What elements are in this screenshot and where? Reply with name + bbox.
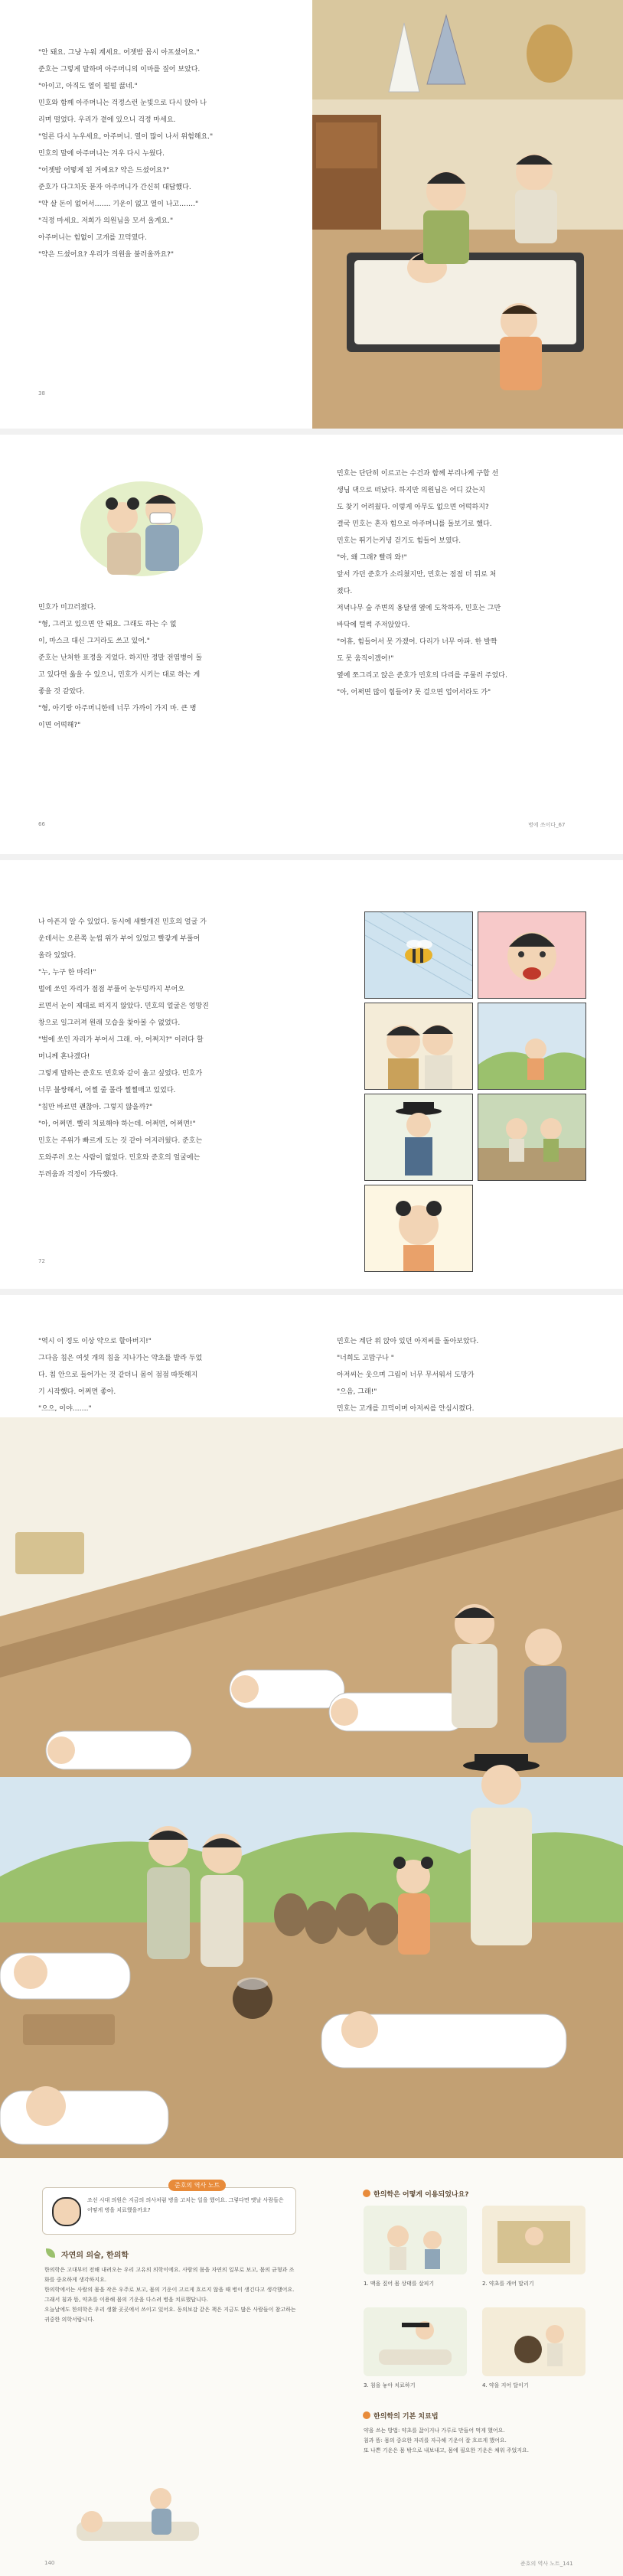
- mask-illustration: [77, 471, 207, 579]
- info-spread: [0, 2158, 623, 2576]
- page-67-text: 민호는 단단히 이르고는 수건과 함께 부리나케 구합 선 생님 댁으로 떠났다. 하지만 의원님은 어디 갔는지 도 찾기 어려웠다. 이렇게 아무도 없으면 어떡하지? 결국 민호는 혼자 힘으로 아주머니를 돌보기로 했다. 민호는 뛰기는커녕 걷기도 힘들어 보였다. "아, 왜 그래? 빨리 와!" 앞서 가던 준호가 소리쳤지만, 민호는 점점 더 뒤로 처 졌다. 저녁나무 숲 주변의 옹달샘 옆에 도착하자, 민호는 그만 바닥에 털썩 주저앉았다. "어휴, 힘들어서 못 가겠어. 다리가 너무 아파. 한 발짝 도 못 움직이겠어!" 옆에 쪼그리고 앉은 준호가 민호의 다리를 주물러 주었다. "아, 어쩌면 많이 힘들어? 못 걸으면 업어서라도 가": [337, 470, 507, 696]
- right-title: 한의학은 어떻게 이용되었나요?: [373, 2191, 469, 2199]
- page-38-text: "안 돼요. 그냥 누워 계세요. 어젯밤 몹시 아프셨어요." 준호는 그렇게 말하며 아주머니의 이마를 짚어 보았다. "아이고, 아직도 열이 펄펄 끓네." 민호와 함께 아주머니는 걱정스런 눈빛으로 다시 앉아 나 리며 떨었다. 우리가 곁에 있으니 걱정 마세요. "얼른 다시 누우세요, 아주머니. 열이 많이 나서 위험해요." 민호의 말에 아주머니는 겨우 다시 누웠다. "어젯밤 어떻게 된 거예요? 약은 드셨어요?" 준호가 다그치듯 묻자 아주머니가 간신히 대답했다. "약 살 돈이 없어서……. 기운이 없고 열이 나고……." "걱정 마세요. 저희가 의원님을 모셔 올게요." 아주머니는 힘없이 고개를 끄덕였다. "약은 드셨어요? 우리가 의원을 불러올까요?": [38, 49, 214, 259]
- info-body-text: 한의학은 고대부터 전해 내려오는 우리 고유의 의학이에요. 사람의 몸을 자연의 일부로 보고, 몸의 균형과 조화를 중요하게 생각하지요. 한의학에서는 사람의 몸을 작은 우주로 보고, 몸의 기운이 고르게 흐르지 않을 때 병이 생긴다고 생각했어요. 그래서 침과 뜸, 약초를 이용해 몸의 기운을 다스려 병을 치료했답니다. 오늘날에도 한의학은 우리 생활 곳곳에서 쓰이고 있어요. 동의보감 같은 책은 지금도 많은 사람들이 참고하는 귀중한 의학서랍니다.: [44, 2267, 296, 2323]
- avatar: [52, 2197, 81, 2226]
- spread-4: [0, 1295, 623, 2158]
- caption-2: 2. 약초를 캐어 말리기: [482, 2281, 534, 2287]
- comic-panel-crying-boy: [478, 911, 586, 999]
- caption-3: 3. 침을 놓아 치료하기: [364, 2382, 416, 2389]
- page-number-141: 준호의 역사 노트_141: [520, 2561, 573, 2567]
- comic-panel-scenery: [478, 1003, 586, 1090]
- section-title: 자연의 의술, 한의학: [61, 2252, 129, 2260]
- caption-1: 1. 맥을 짚어 몸 상태를 살피기: [364, 2281, 435, 2287]
- bullet-icon: [363, 2411, 370, 2419]
- clinic-courtyard-illustration: [0, 1417, 623, 2158]
- page-number-38: 38: [38, 390, 45, 396]
- page-number-66: 66: [38, 821, 45, 827]
- bullet-icon: [363, 2190, 370, 2197]
- process-illustration-4: [482, 2307, 585, 2376]
- spread-2: [0, 435, 623, 854]
- page-text-right: 민호는 계단 위 앉아 있던 아저씨를 돌아보았다. "너희도 고맙구나 " 아저씨는 웃으며 그림이 너무 무서워서 도망가 "으음, 그래!" 민호는 고개를 끄덕이며 아저씨를 안심시켰다.: [337, 1338, 479, 1413]
- history-note-intro: 조선 시대 의원은 지금의 의사처럼 병을 고치는 일을 했어요. 그렇다면 옛날 사람들은 어떻게 병을 치료했을까요?: [87, 2197, 285, 2213]
- comic-panel-bee: [364, 911, 473, 999]
- caption-4: 4. 약을 지어 달이기: [482, 2382, 529, 2389]
- patient-illustration: [61, 2480, 214, 2548]
- right-section-title: 한의학의 기본 치료법: [373, 2413, 439, 2421]
- page-66-text: 민호가 미끄러졌다. "형, 그러고 있으면 안 돼요. 그래도 하는 수 없 이, 마스크 대신 그거라도 쓰고 있어." 준호는 난처한 표정을 지었다. 하지만 정말 전염병이 돌 고 있다면 옮을 수 있으니, 민호가 시키는 대로 하는 게 좋을 것 같았다. "형, 아기랑 아주머니한테 너무 가까이 가지 마. 큰 병 이면 어떡해?": [38, 604, 203, 729]
- page-text-left: "역시 이 정도 이상 약으로 할아버지!" 그다음 침은 여섯 개의 침을 지나가는 약초를 발라 두었 다. 침 안으로 들어가는 것 같더니 몸이 점점 따뜻해지 기 시작했다. 어쩌면 좋아. "으으, 이야…….": [38, 1338, 203, 1413]
- comic-panel-running: [478, 1094, 586, 1181]
- page-number-72: 72: [38, 1258, 45, 1264]
- process-illustration-1: [364, 2206, 467, 2274]
- page-number-140: 140: [44, 2560, 55, 2566]
- right-body-text: 약을 쓰는 방법: 약초를 끓이거나 가루로 만들어 먹게 했어요. 침과 뜸: 몸의 중요한 자리를 자극해 기운이 잘 흐르게 했어요. 또 나쁜 기운은 몸 밖으로 내보내고, 몸에 필요한 기운은 채워 주었지요.: [364, 2428, 530, 2454]
- comic-panel-doctor: [364, 1094, 473, 1181]
- page-72-text: 나 아픈지 알 수 있었다. 동시에 새빨개진 민호의 얼굴 가 운데서는 오른쪽 눈썹 위가 부어 있었고 빨갛게 부풀어 올라 있었다. "누, 누구 한 마리!" 벌에 쏘인 자리가 점점 부풀어 눈두덩까지 부어오 르면서 눈이 제대로 떠지지 않았다. 민호의 얼굴은 엉망진 창으로 일그러져 원래 모습을 찾아볼 수 없었다. "벌에 쏘인 자리가 부어서 그래. 아, 어쩌지?" 이러다 할 머니께 혼나겠다! 그렇게 말하는 준호도 민호와 같이 울고 싶었다. 민호가 너무 불쌍해서, 어쩔 줄 몰라 쩔쩔매고 있었다. "침만 바르면 괜찮아. 그렇지 않을까?" "아, 어쩌면. 빨리 치료해야 하는데. 어쩌면, 어쩌면!" 민호는 주위가 빠르게 도는 것 같아 어지러웠다. 준호는 도와주러 오는 사람이 없었다. 민호와 준호의 얼굴에는 두려움과 걱정이 가득했다.: [38, 918, 209, 1179]
- history-note-tag: 준호의 역사 노트: [168, 2180, 226, 2191]
- spread-3: [0, 860, 623, 1289]
- leaf-icon: [46, 2248, 55, 2258]
- comic-panel-two-boys: [364, 1003, 473, 1090]
- divider: [0, 1289, 623, 1295]
- spread-1: [0, 0, 623, 429]
- divider: [0, 429, 623, 435]
- comic-panel-girl: [364, 1185, 473, 1272]
- history-note-box: [42, 2187, 296, 2235]
- process-illustration-2: [482, 2206, 585, 2274]
- page-number-67: 병에 쓰이다_67: [528, 822, 566, 828]
- sickroom-illustration: [312, 0, 623, 429]
- process-illustration-3: [364, 2307, 467, 2376]
- divider: [0, 854, 623, 860]
